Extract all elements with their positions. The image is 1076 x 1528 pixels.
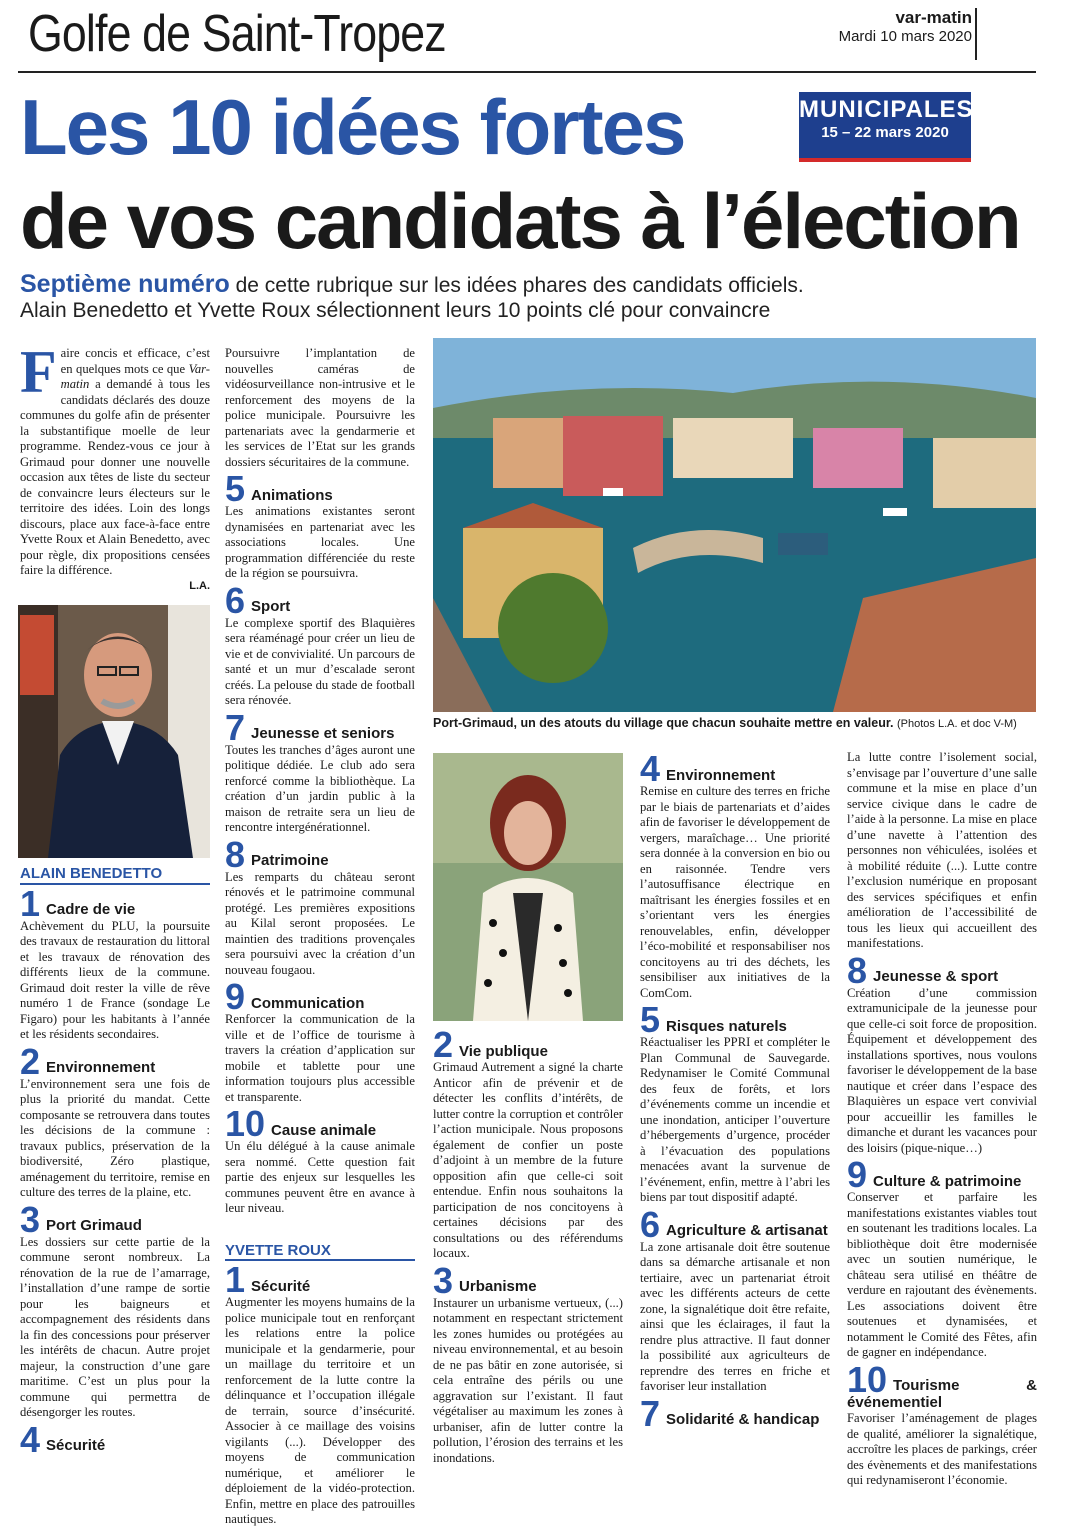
roux-item-1-text: Augmenter les moyens humains de la police municipale tout en renforçant les relations entre la police municipale et la gendarmerie, pour un maillage du territoire et un renforcement de la lutte contre la délinquance et l’occupation illégale de terrain, source d’insécurité. Associer à ce maillage des voisins vigilants (...). Développer des moyens de communication numérique, et améliorer le déploiement de la vidéo-protection. Enfin, mettre en place des patrouilles nautiques.: [225, 1295, 415, 1526]
column-1: [20, 339, 210, 594]
standfirst-line2: Alain Benedetto et Yvette Roux sélectionnent leurs 10 points clé pour convaincre: [20, 299, 771, 322]
benedetto-column-b: [225, 346, 415, 1528]
benedetto-item-3-header: 3 Port Grimaud: [20, 1198, 142, 1240]
roux-item-5-text: Réactualiser les PPRI et compléter le Plan Communal de Sauvegarde. Redynamiser le Comité Communal des feux de forêts, et lors d’événements comme un incendie et une inondation, anticiper l’ouverture d’hébergements d’urgence, procéder à l’évacuation des populations menacées avant la survenue de l’événement, enfin, mettre à l’abri les biens par tout dispositif adapté.: [640, 1035, 830, 1204]
benedetto-item-4-text: Poursuivre l’implantation de nouvelles caméras de vidéosurveillance non-intrusive et le renforcement des moyens de la police municipale. Poursuivre les partenariats avec la gendarmerie et les services de l’Etat sur les grands dossiers sécuritaires de la commune.: [225, 346, 415, 469]
roux-item-8-text: Création d’une commission extramunicipale de la jeunesse pour que celle-ci soit force de proposition. Équipement et développement des installations sportives, nous voulons favoriser le développement de la base nautique et créer dans l’espace des Blaquières un espace vert convivial pour accueillir les familles le dimanche et durant les vacances pour des loisirs (pique-nique…): [847, 985, 1037, 1155]
standfirst-lead: Septième numéro: [20, 270, 230, 298]
headline-line1: Les 10 idées fortes: [20, 83, 685, 171]
benedetto-item-9-header: 9 Communication: [225, 976, 365, 1017]
intro-signature: L.A.: [189, 579, 210, 592]
benedetto-item-1-header: 1 Cadre de vie: [20, 882, 136, 924]
benedetto-item-9-text: Renforcer la communication de la ville et de l’office de tourisme à travers la création d’application sur mobile et tablette pour une information toujours plus accessible et transparente.: [225, 1012, 415, 1104]
benedetto-item-4-header: 4 Sécurité: [20, 1418, 106, 1460]
benedetto-item-2-header: 2 Environnement: [20, 1040, 156, 1082]
roux-column-b: [640, 748, 830, 1434]
benedetto-item-3-text: Les dossiers sur cette partie de la commune seront nombreux. La rénovation de la rue de l’amarrage, l’installation d’une rampe de sortie pour les baigneurs et accompagnement des résidents dans la fin des concessions pour préserver les intérêts de chacun. Autre projet majeur, la construction d’une gare maritime. C’est un plus pour la commune qui permettra de désengorger les routes.: [20, 1234, 210, 1419]
roux-item-10-text: Favoriser l’aménagement de plages de qualité, améliorer la signalétique, accroître les places de parkings, créer des évènements et des manifestations qui redynamiseront l’économie.: [847, 1411, 1037, 1487]
roux-name: YVETTE ROUX: [225, 1243, 415, 1262]
benedetto-item-2-text: L’environnement sera une fois de plus la priorité du mandat. Cette composante se retrouvera dans toutes les décisions de la commune : travaux publics, préservation de la biodiversité, Zéro plastique, aménagement du territoire, remise en culture des terres de la plaine, etc.: [20, 1076, 210, 1199]
benedetto-item-10-text: Un élu délégué à la cause animale sera nommé. Cette question fait partie des enjeux sur lesquelles les communes peuvent être en avance à leur niveau.: [225, 1139, 415, 1215]
port-grimaud-photo: [433, 338, 1036, 712]
headline-line2: de vos candidats à l’élection: [20, 177, 1020, 265]
masthead-divider: [975, 8, 977, 60]
roux-item-6-header: 6 Agriculture & artisanat: [640, 1203, 828, 1245]
benedetto-item-10-header: 10 Cause animale: [225, 1103, 377, 1144]
roux-item-6-text: La zone artisanale doit être soutenue dans sa démarche artisanale et non tertiaire, avec un partenariat étroit avec les différents acteurs de cette zone, la signalétique doit être refaite, ainsi que les éclairages, il faut la rendre plus attractive. Il faut donner la possibilité aux agriculteurs de reprendre des terres en friche et favoriser leur installation: [640, 1239, 830, 1393]
badge-title: MUNICIPALES: [799, 96, 974, 123]
benedetto-item-5-header: 5 Animations: [225, 468, 333, 509]
standfirst: [20, 272, 1040, 323]
benedetto-item-8-header: 8 Patrimoine: [225, 833, 329, 875]
roux-item-10-header: 10 Tourisme & événementiel: [847, 1358, 1037, 1411]
roux-item-3-header: 3 Urbanisme: [433, 1259, 537, 1301]
badge-dates: 15 – 22 mars 2020: [821, 124, 949, 141]
roux-item-1-header: 1 Sécurité: [225, 1259, 311, 1300]
dropcap: F: [20, 339, 57, 405]
photo-caption: [433, 716, 1038, 730]
caption-credit: (Photos L.A. et doc V-M): [897, 718, 1017, 730]
benedetto-photo: [18, 605, 210, 858]
masthead: [839, 8, 972, 45]
intro-paragraph: Faire concis et efficace, c’est en quelques mots ce que Var-matin a demandé à tous les candidats déclarés des douze communes du golfe afin de présenter la substantifique moelle de leur programme. Rendez-vous ce jour à Grimaud pour donner une nouvelle occasion aux têtes de liste du secteur de convaincre leurs électeurs sur le territoire des idées. Loin des longs discours, place aux face-à-face entre Yvette Roux et Alain Benedetto, avec pour règle, dix propositions censées faire la différence.: [20, 339, 210, 577]
benedetto-item-5-text: Les animations existantes seront dynamisées en partenariat avec les associations locales. Une programmation différenciée du reste de la région se poursuivra.: [225, 504, 415, 580]
caption-text: Port-Grimaud, un des atouts du village que chacun souhaite mettre en valeur.: [433, 716, 894, 730]
benedetto-name: ALAIN BENEDETTO: [20, 866, 210, 885]
roux-column-a: [433, 1026, 623, 1466]
roux-item-5-header: 5 Risques naturels: [640, 999, 787, 1040]
roux-item-8-header: 8 Jeunesse & sport: [847, 949, 999, 991]
benedetto-item-6-header: 6 Sport: [225, 579, 291, 621]
roux-item-4-header: 4 Environnement: [640, 748, 776, 789]
roux-item-3-text: Instaurer un urbanisme vertueux, (...) notamment en respectant strictement les zones humides ou protégées au niveau environnemental, et au besoin de ne pas bâtir en zone autorisée, si cela entraîne des périls ou une aggravation sur l’existant. Il faut végétaliser au maximum les zones à urbaniser, afin de lutter contre la pollution, l’érosion des terrains et les inondations.: [433, 1295, 623, 1465]
benedetto-item-8-text: Les remparts du château seront rénovés et le patrimoine communal protégé. Les premières expositions au Kilal seront proposées. Le maintien des traditions provençales sera poursuivi avec la création d’un nouveau fougaou.: [225, 869, 415, 977]
paper-name: var-matin: [895, 8, 972, 27]
benedetto-item-7-text: Toutes les tranches d’âges auront une politique dédiée. Le club ado sera renforcé comme la bibliothèque. La création d’un jardin public à la maison de retraite sera un lieu de rencontre intergénérationnel.: [225, 742, 415, 834]
roux-column-c: [847, 750, 1037, 1489]
roux-item-2-text: Grimaud Autrement a signé la charte Anticor afin de prévenir et de détecter les conflits d’intérêts, de lutter contre la corruption et contrôler l’action municipale. Nous proposons également de confier un poste d’adjoint à un membre de la future opposition afin que celle-ci soit entendue. Enfin nous souhaitons la participation de nos concitoyens à certaines décisions par des consultations ou des référendums locaux.: [433, 1060, 623, 1260]
benedetto-item-6-text: Le complexe sportif des Blaquières sera réaménagé pour créer un lieu de vie et de convivialité. Un parcours de santé et un mur d’escalade seront créés. La pelouse du stade de football sera rénovée.: [225, 615, 415, 707]
roux-item-4-text: Remise en culture des terres en friche par le biais de partenariats et d’aides afin de favoriser le développement de vergers, maraîchage… Une priorité sera donnée à la conversion en bio ou en raisonnée. Tendre vers l’autosuffisance électrique en maîtrisant les énergies fossiles et en s’orientant vers les énergies renouvelables, enfin, développer l’éco-mobilité et responsabiliser nos concitoyens au tri des déchets, les sensibiliser aux initiatives de la ComCom.: [640, 784, 830, 1000]
roux-item-7-text: La lutte contre l’isolement social, s’envisage par l’ouverture d’une salle commune et la mise en place d’un service civique dans le cadre de l’aide à la personne. La mise en place d’une navette à l’attention des personnes non véhiculées, isolées et à mobilité réduite (...). Lutte contre l’exclusion numérique en proposant des services spécifiques et enfin amélioration de l’accessibilité de tous les lieux qui accueillent des manifestations.: [847, 750, 1037, 950]
issue-date: Mardi 10 mars 2020: [838, 28, 972, 45]
standfirst-rest: de cette rubrique sur les idées phares des candidats officiels.: [229, 274, 804, 297]
benedetto-item-7-header: 7 Jeunesse et seniors: [225, 706, 395, 748]
roux-photo: [433, 753, 623, 1021]
roux-item-9-header: 9 Culture & patrimoine: [847, 1154, 1022, 1195]
section-title: Golfe de Saint-Tropez: [28, 5, 446, 63]
benedetto-item-1-text: Achèvement du PLU, la poursuite des travaux de restauration du littoral et les travaux de rénovation des différents lieux de la commune. Grimaud doit rester la ville de rêve numéro 1 de France (sondage Le Figaro) pour les habitants à l’année et les résidents secondaires.: [20, 918, 210, 1041]
municipales-badge: [799, 92, 974, 162]
roux-item-7-header: 7 Solidarité & handicap: [640, 1392, 820, 1434]
benedetto-column-a: [20, 865, 210, 1460]
header-rule: [18, 71, 1036, 73]
roux-item-2-header: 2 Vie publique: [433, 1024, 548, 1065]
roux-item-9-text: Conserver et parfaire les manifestations existantes viables tout en soutenant les traditions locales. La bibliothèque doit être modernisée avec un soutien numérique, le château sera utilisé en théâtre de verdure en rajoutant des évènements. Les associations doivent être soutenues et dynamisées, et notamment le Comité des Fêtes, afin de gagner en indépendance.: [847, 1190, 1037, 1359]
